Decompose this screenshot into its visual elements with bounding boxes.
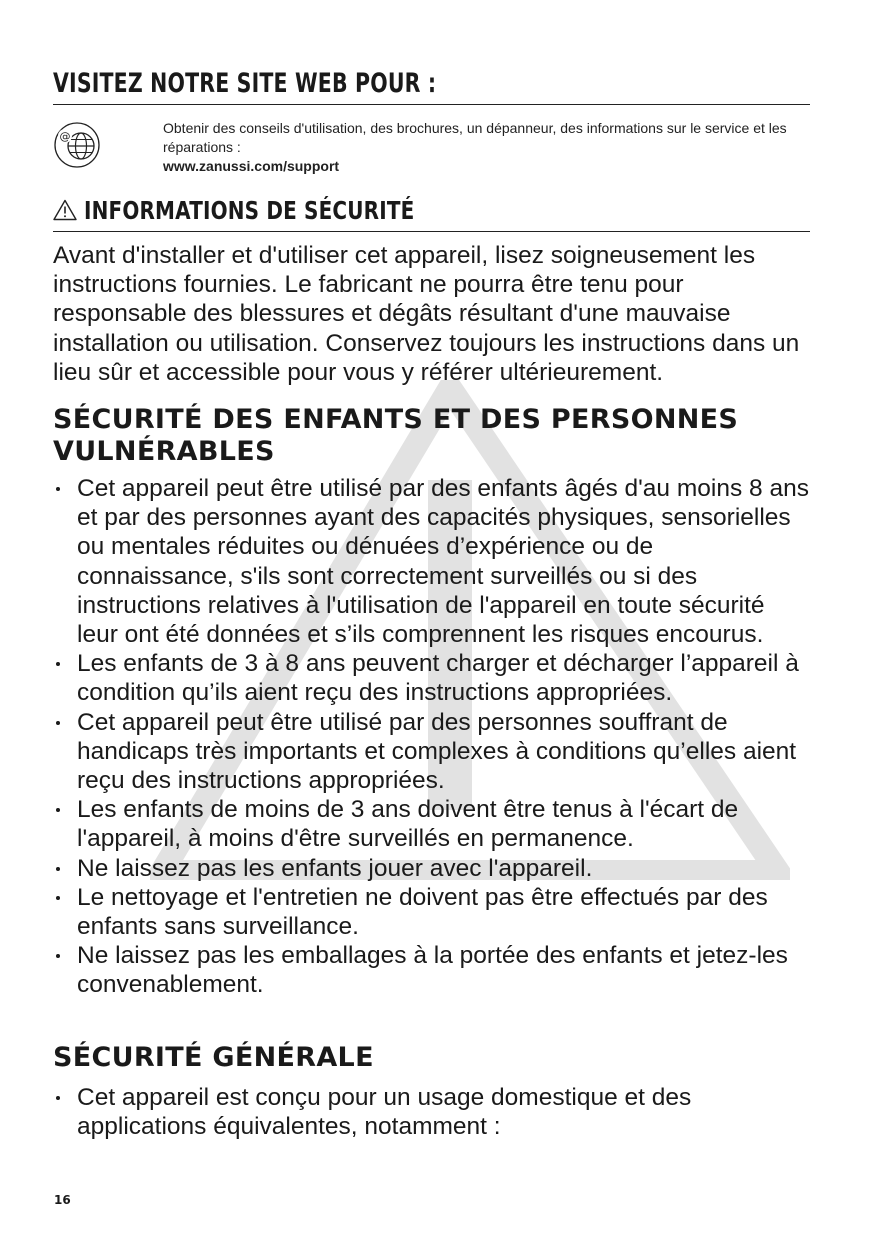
divider — [53, 231, 810, 232]
list-item: Ne laissez pas les emballages à la portée des enfants et jetez-les convenablement. — [53, 941, 810, 999]
bullet-icon — [56, 808, 60, 812]
bullet-icon — [56, 896, 60, 900]
list-item: Les enfants de moins de 3 ans doivent être tenus à l'écart de l'appareil, à moins d'être surveillés en permanence. — [53, 795, 810, 853]
page-number: 16 — [54, 1193, 71, 1207]
bullet-icon — [56, 1096, 60, 1100]
safety-intro-paragraph: Avant d'installer et d'utiliser cet appareil, lisez soigneusement les instructions fournies. Le fabricant ne pourra être tenu pour responsable des blessures et dégâts résultant d'une mauvaise installation ou utilisation. Conservez toujours les instructions dans un lieu sûr et accessible pour vous y référer ultérieurement. — [53, 242, 800, 386]
list-item: Cet appareil peut être utilisé par des enfants âgés d'au moins 8 ans et par des personnes ayant des capacités physiques, sensorielles ou mentales réduites ou dénuées d’expérience ou de connaissance, s'ils sont correctement surveillés ou si des instructions relatives à l'utilisation de l'appareil en toute sécurité leur ont été données et s’ils comprennent les risques encourus. — [53, 474, 810, 649]
website-description: Obtenir des conseils d'utilisation, des brochures, un dépanneur, des informations sur le service et les réparations : — [163, 120, 787, 155]
bullet-icon — [56, 662, 60, 666]
website-heading: VISITEZ NOTRE SITE WEB POUR : — [53, 68, 437, 99]
website-info — [163, 119, 803, 176]
web-globe-icon — [53, 121, 101, 169]
general-safety-heading: SÉCURITÉ GÉNÉRALE — [53, 1042, 374, 1073]
list-item: Ne laissez pas les enfants jouer avec l'appareil. — [53, 854, 810, 883]
divider — [53, 104, 810, 105]
warning-triangle-icon — [53, 199, 77, 221]
children-safety-heading: SÉCURITÉ DES ENFANTS ET DES PERSONNES VULNÉRABLES — [53, 404, 739, 467]
children-safety-list — [53, 474, 810, 1000]
list-item: Cet appareil peut être utilisé par des personnes souffrant de handicaps très importants et complexes à conditions qu’elles aient reçu des instructions appropriées. — [53, 708, 810, 796]
general-safety-list — [53, 1083, 810, 1141]
bullet-icon — [56, 867, 60, 871]
safety-heading: INFORMATIONS DE SÉCURITÉ — [84, 196, 415, 225]
website-url[interactable]: www.zanussi.com/support — [163, 158, 340, 174]
list-item: Cet appareil est conçu pour un usage domestique et des applications équivalentes, notamment : — [53, 1083, 810, 1141]
svg-text:@: @ — [59, 130, 71, 143]
bullet-icon — [56, 954, 60, 958]
list-item: Les enfants de 3 à 8 ans peuvent charger et décharger l’appareil à condition qu’ils aient reçu des instructions appropriées. — [53, 649, 810, 707]
list-item: Le nettoyage et l'entretien ne doivent pas être effectués par des enfants sans surveillance. — [53, 883, 810, 941]
bullet-icon — [56, 487, 60, 491]
bullet-icon — [56, 721, 60, 725]
